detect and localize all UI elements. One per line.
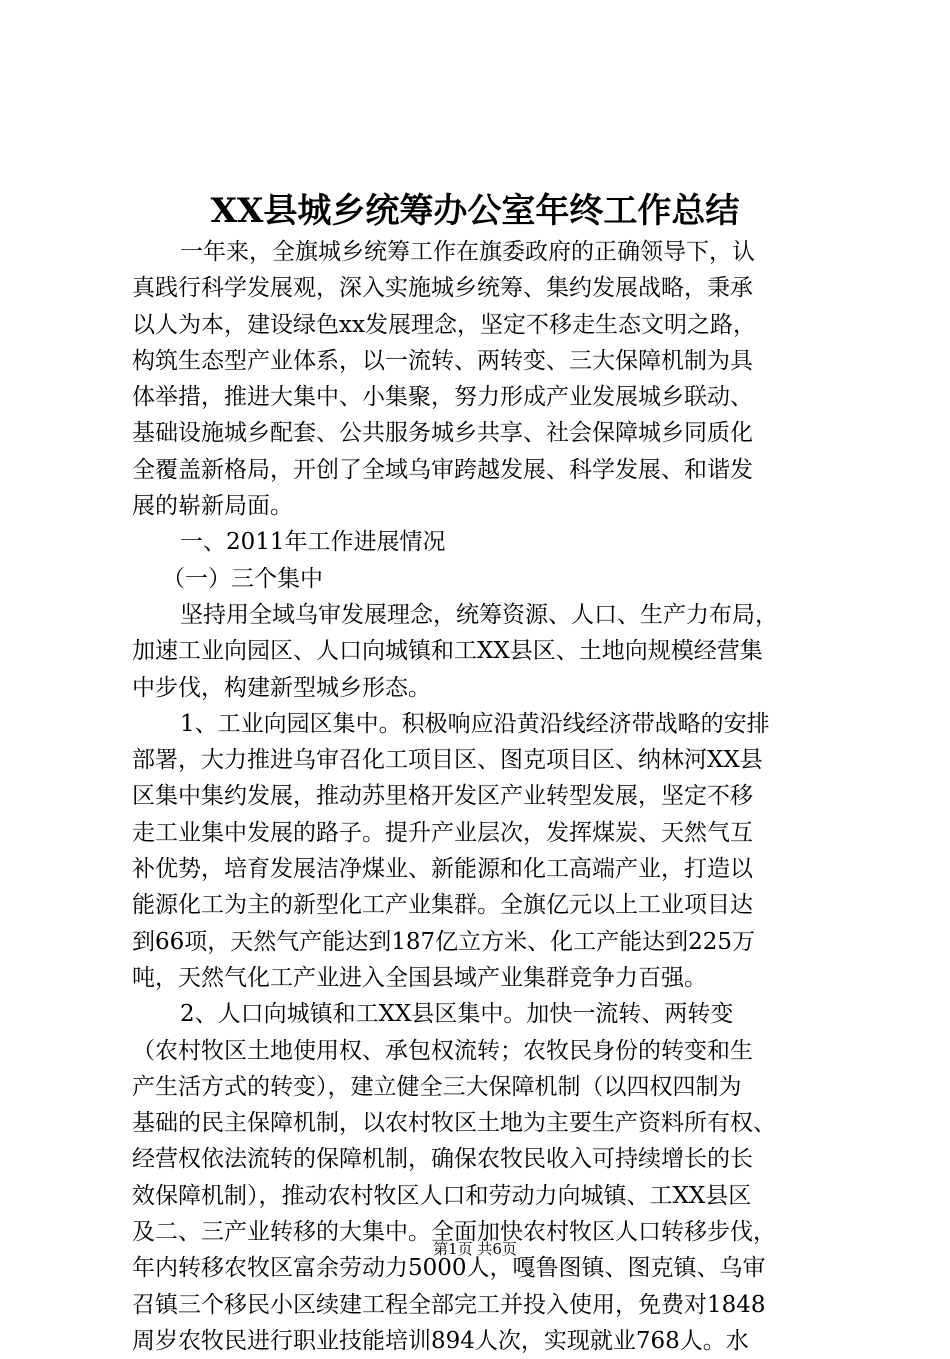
body-line-4: 构筑生态型产业体系，以一流转、两转变、三大保障机制为具: [132, 347, 753, 374]
body-line-17: 走工业集中发展的路子。提升产业层次，发挥煤炭、天然气互: [132, 819, 753, 846]
body-line-21: 吨，天然气化工产业进入全国县域产业集群竞争力百强。: [132, 964, 707, 991]
body-line-13: 中步伐，构建新型城乡形态。: [132, 674, 431, 701]
body-line-5: 体举措，推进大集中、小集聚，努力形成产业发展城乡联动、: [132, 384, 753, 411]
body-line-12: 加速工业向园区、人口向城镇和工XX县区、土地向规模经营集: [132, 638, 763, 665]
body-line-15: 部署，大力推进乌审召化工项目区、图克项目区、纳林河XX县: [132, 747, 763, 774]
body-line-25: 基础的民主保障机制，以农村牧区土地为主要生产资料所有权、: [132, 1110, 776, 1137]
page-indicator: 第1页 共6页: [433, 1240, 517, 1258]
body-line-3: 以人为本，建设绿色xx发展理念，坚定不移走生态文明之路，: [132, 311, 756, 338]
section-heading: 一、2011年工作进展情况: [180, 529, 446, 556]
page-footer: [0, 1239, 950, 1259]
body-line-7: 全覆盖新格局，开创了全域乌审跨越发展、科学发展、和谐发: [132, 456, 753, 483]
document-body: [132, 234, 832, 1359]
body-line-19: 能源化工为主的新型化工产业集群。全旗亿元以上工业项目达: [132, 892, 753, 919]
subsection-heading: （一）三个集中: [162, 565, 323, 592]
body-line-20: 到66项，天然气产能达到187亿立方米、化工产能达到225万: [132, 928, 756, 955]
body-line-16: 区集中集约发展，推动苏里格开发区产业转型发展，坚定不移: [132, 783, 753, 810]
body-line-2: 真践行科学发展观，深入实施城乡统筹、集约发展战略，秉承: [132, 275, 753, 302]
body-line-29: 年内转移农牧区富余劳动力5000人，嘎鲁图镇、图克镇、乌审: [132, 1255, 766, 1282]
body-line-24: 产生活方式的转变），建立健全三大保障机制（以四权四制为: [132, 1073, 742, 1100]
body-line-18: 补优势，培育发展洁净煤业、新能源和化工高端产业，打造以: [132, 856, 753, 883]
body-line-31: 周岁农牧民进行职业技能培训894人次，实现就业768人。水: [132, 1327, 749, 1354]
body-line-30: 召镇三个移民小区续建工程全部完工并投入使用，免费对1848: [132, 1291, 766, 1318]
body-line-28: 及二、三产业转移的大集中。全面加快农村牧区人口转移步伐，: [132, 1219, 776, 1246]
body-line-14: 1、工业向园区集中。积极响应沿黄沿线经济带战略的安排: [180, 710, 770, 737]
document-title: XX县城乡统筹办公室年终工作总结: [210, 191, 740, 231]
body-line-8: 展的崭新局面。: [132, 493, 293, 520]
body-line-27: 效保障机制），推动农村牧区人口和劳动力向城镇、工XX县区: [132, 1182, 752, 1209]
body-line-1: 一年来，全旗城乡统筹工作在旗委政府的正确领导下，认: [180, 239, 755, 265]
body-line-26: 经营权依法流转的保障机制，确保农牧民收入可持续增长的长: [132, 1146, 753, 1173]
body-line-23: （农村牧区土地使用权、承包权流转；农牧民身份的转变和生: [132, 1037, 753, 1064]
body-line-22: 2、人口向城镇和工XX县区集中。加快一流转、两转变: [180, 1001, 734, 1028]
body-line-11: 坚持用全域乌审发展理念，统筹资源、人口、生产力布局，: [180, 601, 778, 628]
body-line-6: 基础设施城乡配套、公共服务城乡共享、社会保障城乡同质化: [132, 420, 753, 447]
